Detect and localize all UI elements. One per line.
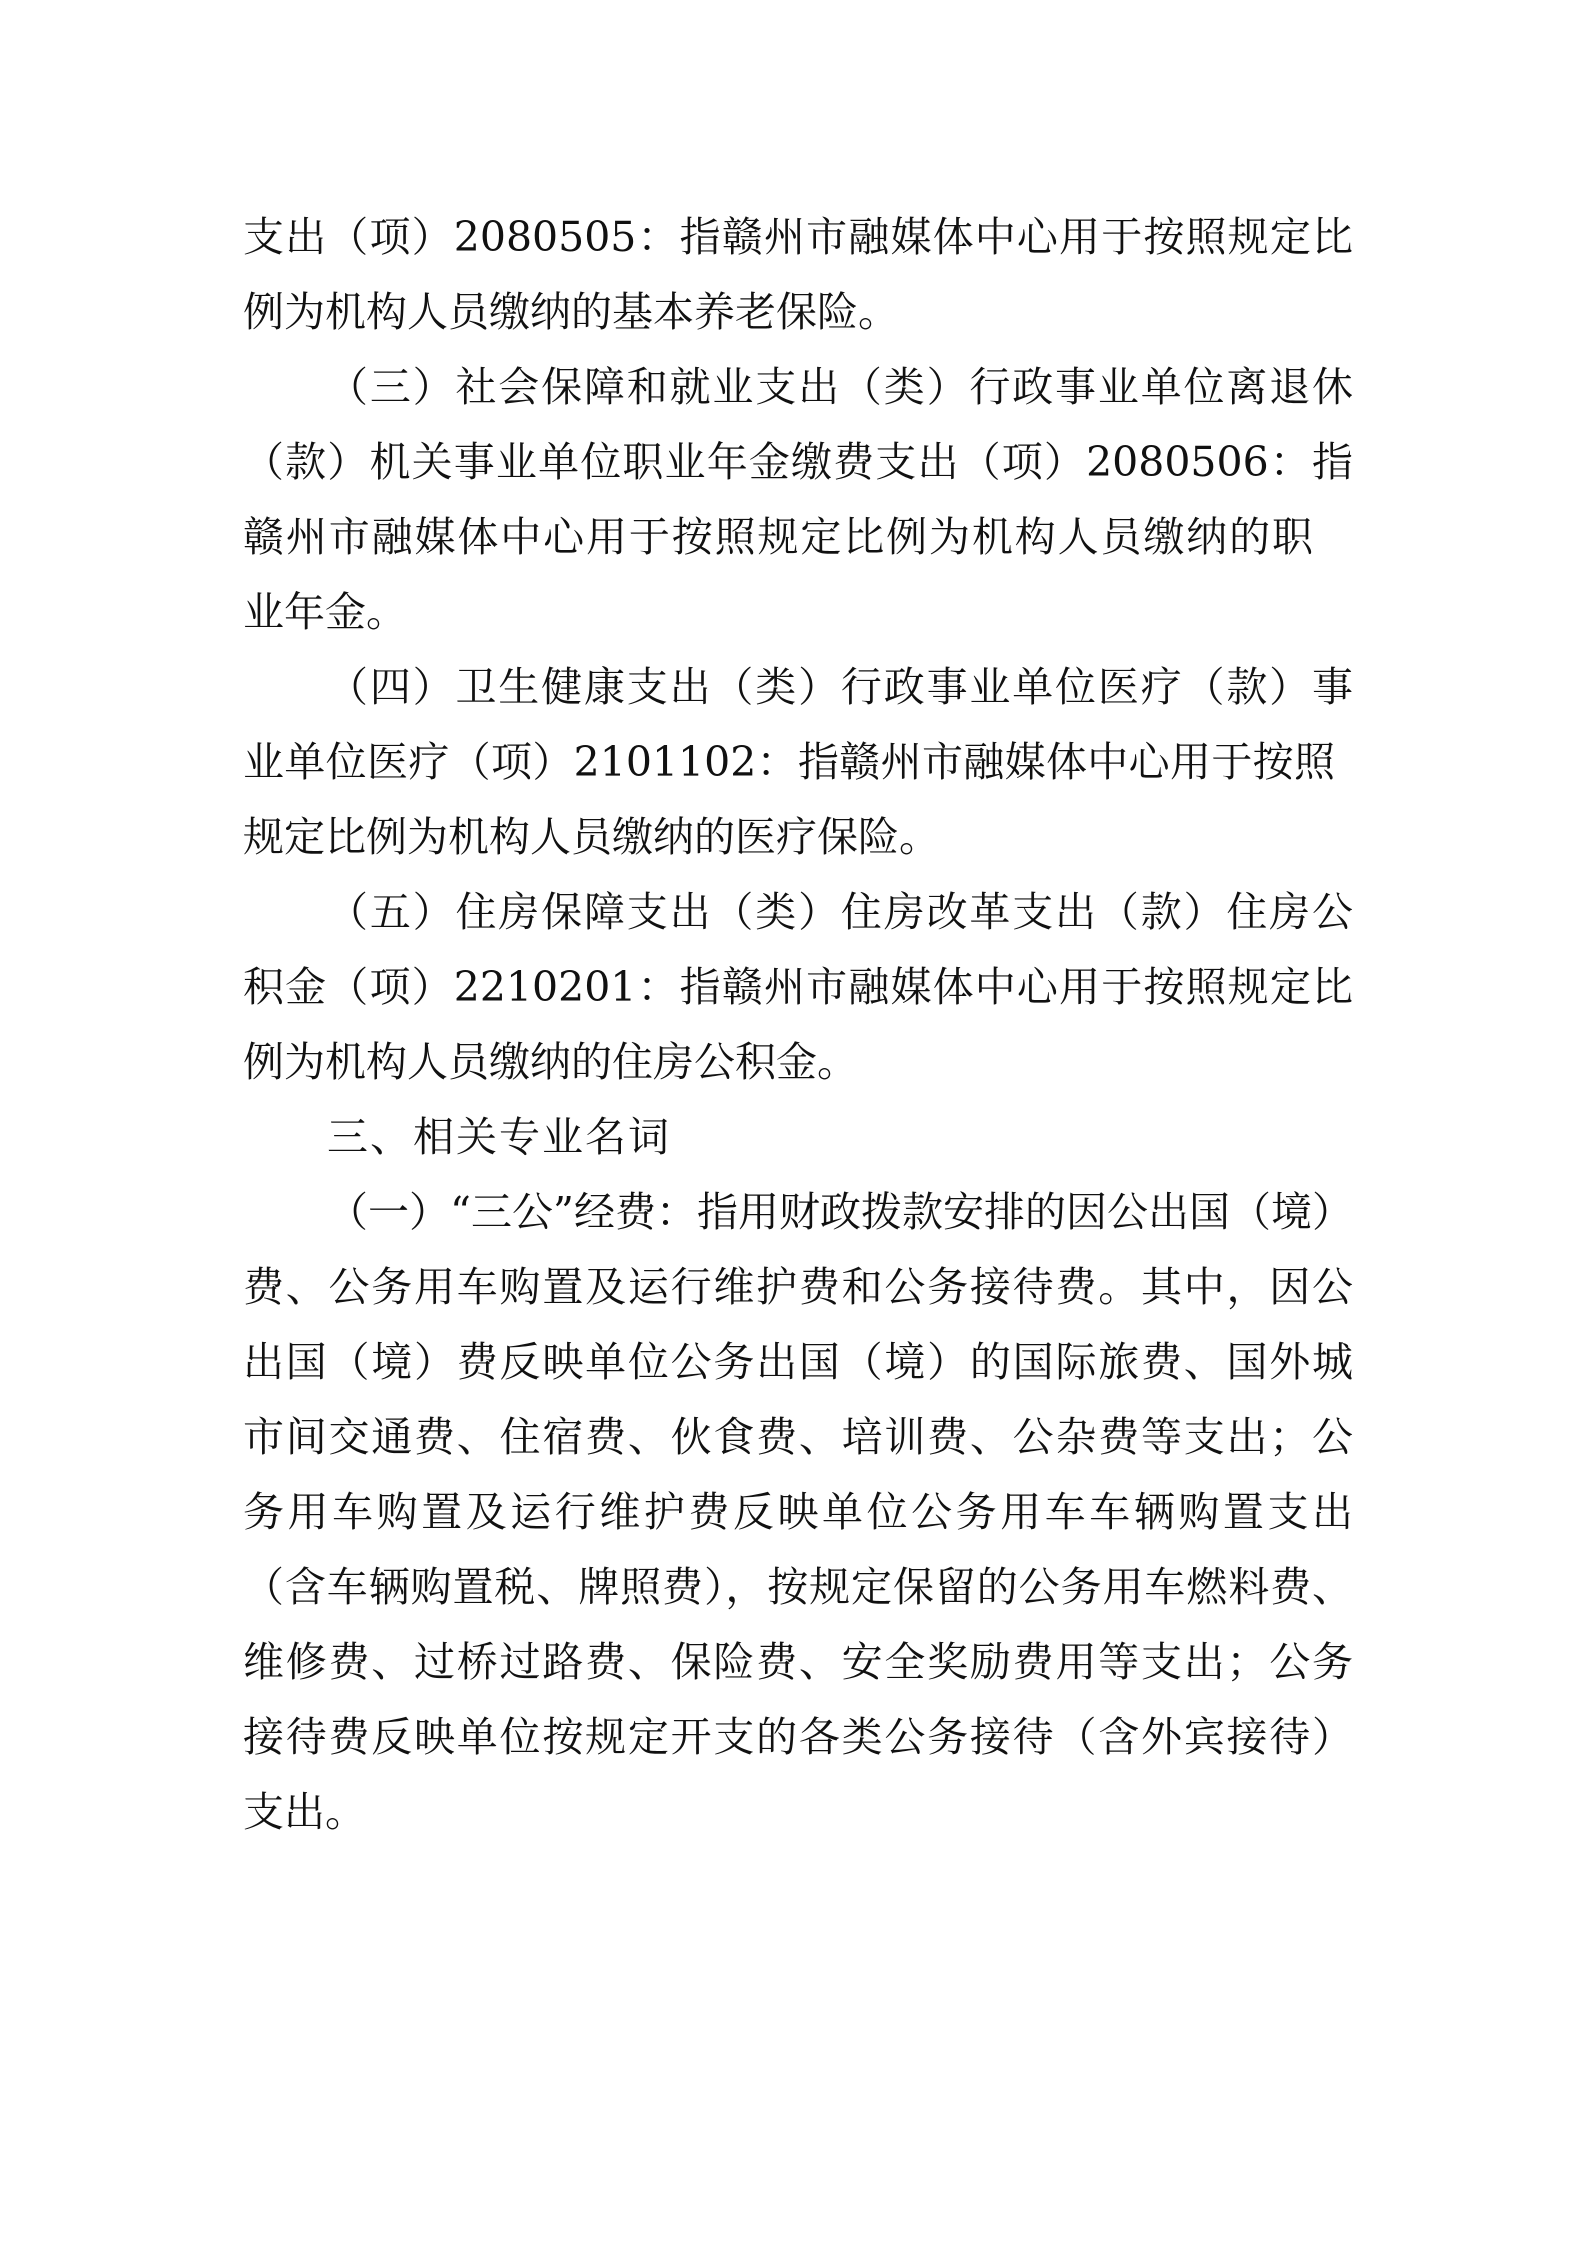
paragraph-line: 积金（项）2210201：指赣州市融媒体中心用于按照规定比 (243, 963, 1353, 1011)
definition-line: 接待费反映单位按规定开支的各类公务接待（含外宾接待） (243, 1713, 1353, 1761)
definition-line: 维修费、过桥过路费、保险费、安全奖励费用等支出；公务 (243, 1638, 1353, 1686)
paragraph-line: 支出（项）2080505：指赣州市融媒体中心用于按照规定比 (243, 213, 1353, 261)
definition-line: （含车辆购置税、牌照费），按规定保留的公务用车燃料费、 (243, 1563, 1353, 1611)
paragraph-line: （款）机关事业单位职业年金缴费支出（项）2080506：指 (243, 438, 1353, 486)
paragraph-line: 业单位医疗（项）2101102：指赣州市融媒体中心用于按照 (243, 738, 1335, 786)
paragraph-line: 赣州市融媒体中心用于按照规定比例为机构人员缴纳的职 (243, 513, 1313, 561)
paragraph-line: 规定比例为机构人员缴纳的医疗保险。 (243, 813, 940, 861)
definition-line: 出国（境）费反映单位公务出国（境）的国际旅费、国外城 (243, 1338, 1353, 1386)
definition-line: （一）“三公”经费：指用财政拨款安排的因公出国（境） (327, 1188, 1353, 1236)
paragraph-line: 例为机构人员缴纳的住房公积金。 (243, 1038, 858, 1086)
paragraph-line: 例为机构人员缴纳的基本养老保险。 (243, 288, 899, 336)
paragraph-line: （三）社会保障和就业支出（类）行政事业单位离退休 (327, 363, 1353, 411)
definition-line: 费、公务用车购置及运行维护费和公务接待费。其中，因公 (243, 1263, 1353, 1311)
definition-line: 务用车购置及运行维护费反映单位公务用车车辆购置支出 (243, 1488, 1353, 1536)
definition-line: 市间交通费、住宿费、伙食费、培训费、公杂费等支出；公 (243, 1413, 1353, 1461)
paragraph-line: （四）卫生健康支出（类）行政事业单位医疗（款）事 (327, 663, 1353, 711)
section-heading: 三、相关专业名词 (327, 1113, 671, 1161)
paragraph-line: 业年金。 (243, 588, 407, 636)
paragraph-line: （五）住房保障支出（类）住房改革支出（款）住房公 (327, 888, 1353, 936)
definition-line: 支出。 (243, 1788, 366, 1836)
